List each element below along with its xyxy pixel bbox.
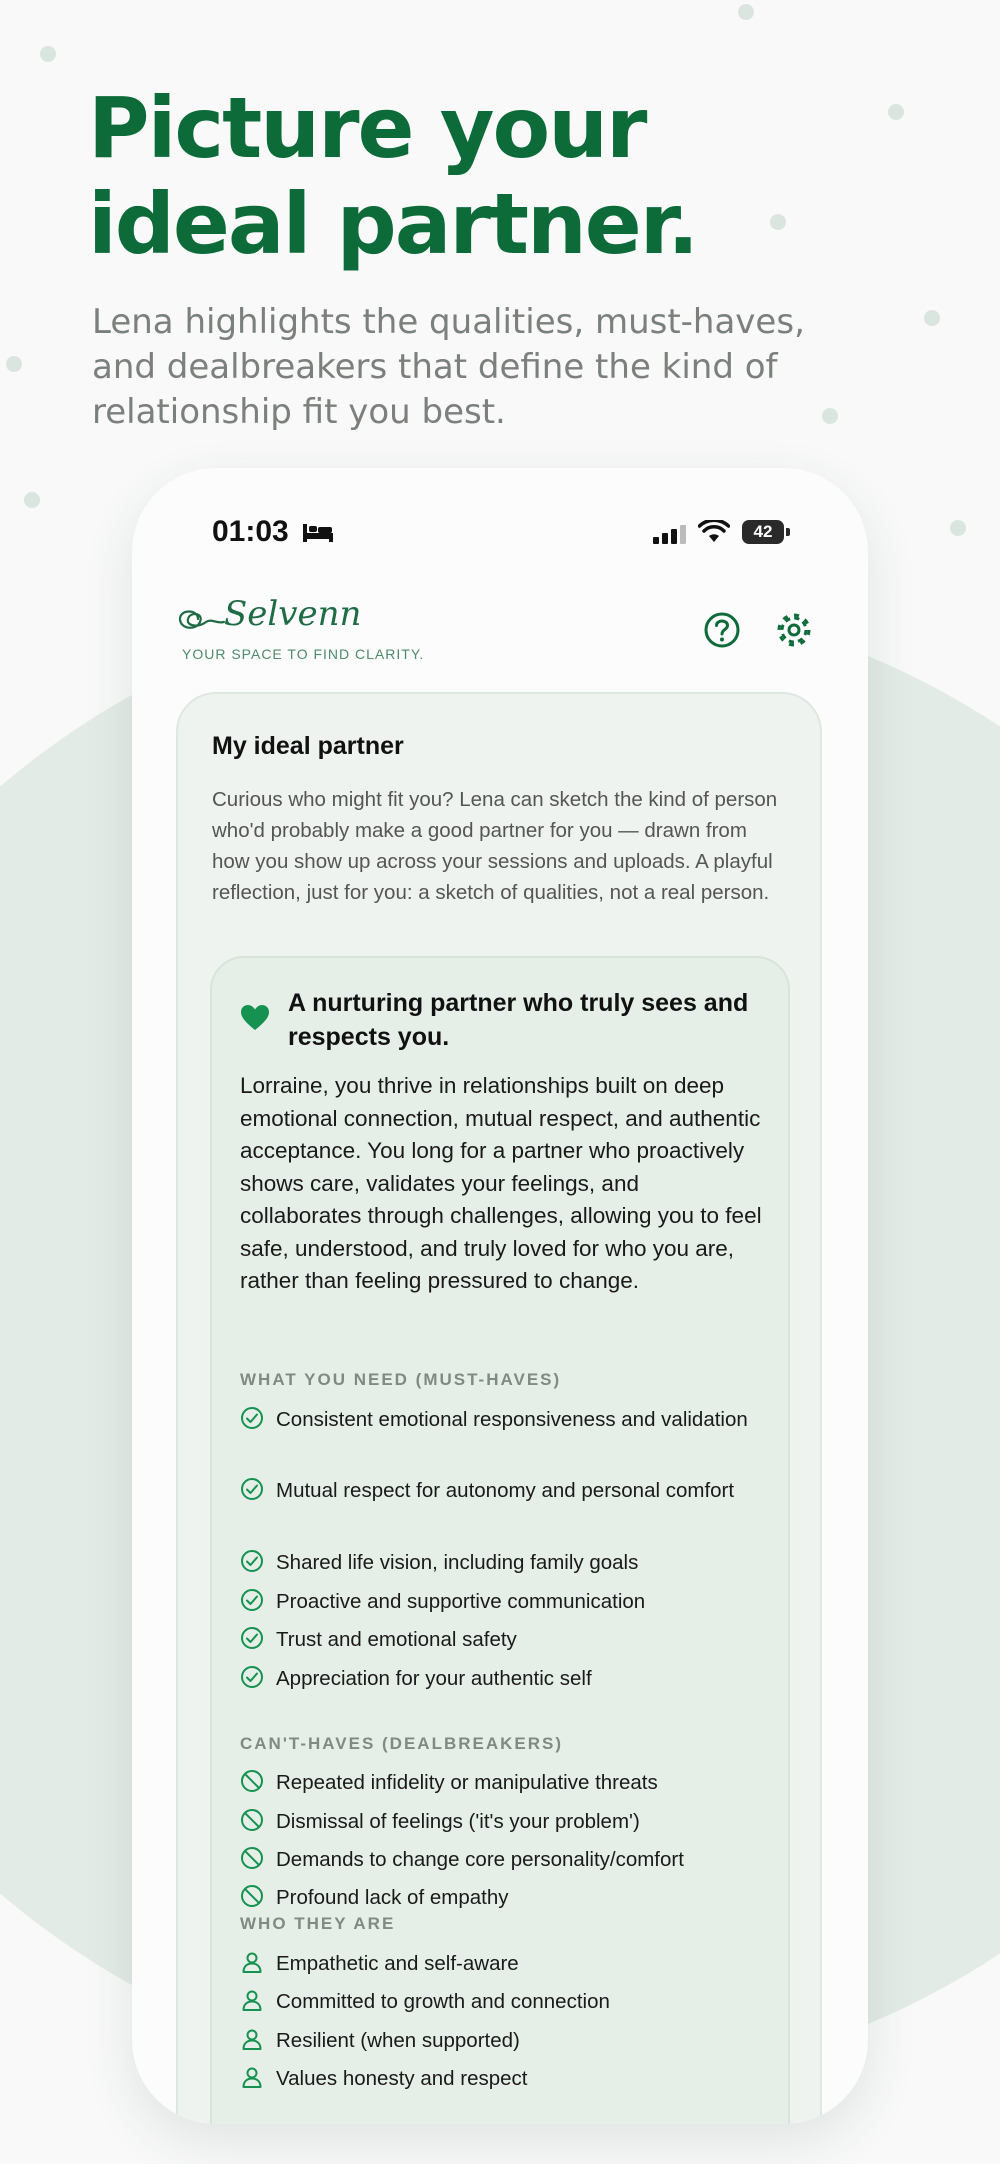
decor-dot <box>770 214 786 230</box>
dealbreaker-item-text: Demands to change core personality/comfort <box>276 1848 684 1871</box>
dealbreaker-item-text: Dismissal of feelings ('it's your problem') <box>276 1810 640 1833</box>
decor-dot <box>950 520 966 536</box>
ban-icon <box>240 1846 264 1875</box>
logo-icon <box>176 604 226 634</box>
battery-level: 42 <box>753 522 773 541</box>
card-description: Curious who might fit you? Lena can sketch the kind of person who'd probably make a good partner for you — drawn from how you show up across your sessions and uploads. A playful reflection, just for you: a sketch of qualities, not a real person. <box>212 788 778 904</box>
trait-item-text: Committed to growth and connection <box>276 1990 610 2013</box>
check-circle-icon <box>240 1477 264 1506</box>
ban-icon <box>240 1808 264 1837</box>
person-icon <box>240 1988 264 2017</box>
partner-title: A nurturing partner who truly sees and respects you. <box>288 989 749 1051</box>
must-have-item-text: Consistent emotional responsiveness and validation <box>276 1408 748 1431</box>
decor-dot <box>6 356 22 372</box>
page-subheading: Lena highlights the qualities, must-haves, and dealbreakers that define the kind of relationship fit you best. <box>92 302 805 432</box>
ban-icon <box>240 1769 264 1798</box>
status-time: 01:03 <box>212 515 289 548</box>
trait-item-text: Values honesty and respect <box>276 2067 528 2090</box>
wifi-icon <box>698 520 730 544</box>
card-title: My ideal partner <box>212 732 404 760</box>
must-have-item-text: Proactive and supportive communication <box>276 1590 646 1613</box>
must-have-item-text: Mutual respect for autonomy and personal comfort <box>276 1479 735 1502</box>
check-circle-icon <box>240 1549 264 1578</box>
who-they-are-label: WHO THEY ARE <box>240 1914 396 1933</box>
person-icon <box>240 1950 264 1979</box>
must-have-item-text: Appreciation for your authentic self <box>276 1667 592 1690</box>
person-icon <box>240 2065 264 2094</box>
decor-dot <box>924 310 940 326</box>
battery-indicator <box>742 520 790 544</box>
app-tagline: YOUR SPACE TO FIND CLARITY. <box>182 646 425 662</box>
must-have-item-text: Trust and emotional safety <box>276 1628 517 1651</box>
phone-mockup <box>132 468 868 2124</box>
dealbreakers-label: CAN'T-HAVES (DEALBREAKERS) <box>240 1734 564 1753</box>
heart-icon <box>240 1004 270 1032</box>
headline-line-1: Picture your <box>88 79 646 177</box>
decor-dot <box>822 408 838 424</box>
status-bar <box>132 512 868 552</box>
gear-icon[interactable] <box>772 608 816 652</box>
ideal-partner-card <box>176 692 822 2124</box>
page-headline <box>88 80 697 272</box>
must-have-item-text: Shared life vision, including family goals <box>276 1551 639 1574</box>
partner-summary-panel <box>210 956 790 2124</box>
headline-line-2: ideal partner. <box>88 175 698 273</box>
bed-icon <box>302 522 334 544</box>
dealbreaker-item-text: Profound lack of empathy <box>276 1886 509 1909</box>
app-logo-text: Selvenn <box>224 594 362 634</box>
decor-dot <box>738 4 754 20</box>
partner-description: Lorraine, you thrive in relationships built on deep emotional connection, mutual respect, and authentic acceptance. You long for a partner who proactively shows care, validates your feelings, and collaborates through challenges, allowing you to feel safe, understood, and truly loved for who you are, rather than feeling pressured to change. <box>240 1073 762 1293</box>
decor-dot <box>24 492 40 508</box>
trait-item-text: Resilient (when supported) <box>276 2029 520 2052</box>
check-circle-icon <box>240 1626 264 1655</box>
check-circle-icon <box>240 1406 264 1435</box>
signal-icon <box>652 524 688 544</box>
help-icon[interactable] <box>702 610 742 650</box>
decor-dot <box>40 46 56 62</box>
check-circle-icon <box>240 1665 264 1694</box>
must-haves-label: WHAT YOU NEED (MUST-HAVES) <box>240 1370 562 1389</box>
person-icon <box>240 2027 264 2056</box>
decor-dot <box>888 104 904 120</box>
ban-icon <box>240 1884 264 1913</box>
trait-item-text: Empathetic and self-aware <box>276 1952 519 1975</box>
dealbreaker-item-text: Repeated infidelity or manipulative threats <box>276 1771 658 1794</box>
check-circle-icon <box>240 1588 264 1617</box>
battery-cap <box>786 528 790 536</box>
